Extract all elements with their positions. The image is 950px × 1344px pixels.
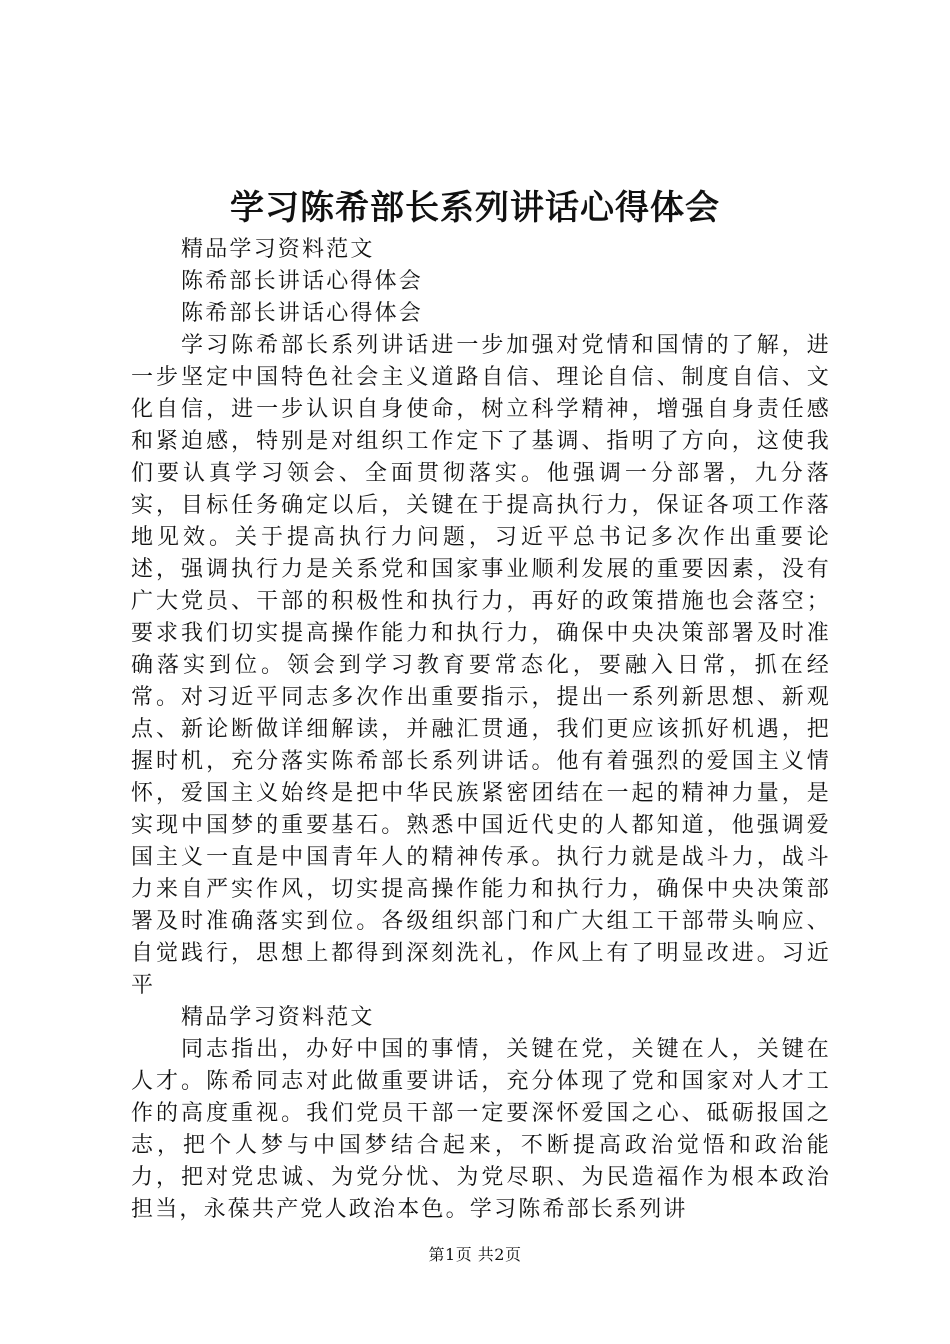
header-line-1: 精品学习资料范文 xyxy=(181,237,375,262)
paragraph-2: 同志指出，办好中国的事情，关键在党，关键在人，关键在人才。陈希同志对此做重要讲话，充分体现了党和国家对人才工作的高度重视。我们党员干部一定要深怀爱国之心、砥砺报国之志，把个人梦与中国梦结合起来，不断提高政治觉悟和政治能力，把对党忠诚、为党分忧、为党尽职、为民造福作为根本政治担当，永葆共产党人政治本色。学习陈希部长系列讲 xyxy=(131,1037,831,1222)
paragraph-1: 学习陈希部长系列讲话进一步加强对党情和国情的了解，进一步坚定中国特色社会主义道路自信、理论自信、制度自信、文化自信，进一步认识自身使命，树立科学精神，增强自身责任感和紧迫感，特别是对组织工作定下了基调、指明了方向，这使我们要认真学习领会、全面贯彻落实。他强调一分部署，九分落实，目标任务确定以后，关键在于提高执行力，保证各项工作落地见效。关于提高执行力问题，习近平总书记多次作出重要论述，强调执行力是关系党和国家事业顺利发展的重要因素，没有广大党员、干部的积极性和执行力，再好的政策措施也会落空；要求我们切实提高操作能力和执行力，确保中央决策部署及时准确落实到位。领会到学习教育要常态化，要融入日常，抓在经常。对习近平同志多次作出重要指示，提出一系列新思想、新观点、新论断做详细解读，并融汇贯通，我们更应该抓好机遇，把握时机，充分落实陈希部长系列讲话。他有着强烈的爱国主义情怀，爱国主义始终是把中华民族紧密团结在一起的精神力量，是实现中国梦的重要基石。熟悉中国近代史的人都知道，他强调爱国主义一直是中国青年人的精神传承。执行力就是战斗力，战斗力来自严实作风，切实提高操作能力和执行力，确保中央决策部署及时准确落实到位。各级组织部门和广大组工干部带头响应、自觉践行，思想上都得到深刻洗礼，作风上有了明显改进。习近平 xyxy=(131,333,831,998)
header-line-2: 陈希部长讲话心得体会 xyxy=(181,269,424,294)
document-title: 学习陈希部长系列讲话心得体会 xyxy=(230,188,720,228)
header-line-3: 陈希部长讲话心得体会 xyxy=(181,301,424,326)
page-footer: 第1页 共2页 xyxy=(428,1245,522,1264)
document-body xyxy=(131,234,831,1226)
mid-header: 精品学习资料范文 xyxy=(181,1005,375,1030)
